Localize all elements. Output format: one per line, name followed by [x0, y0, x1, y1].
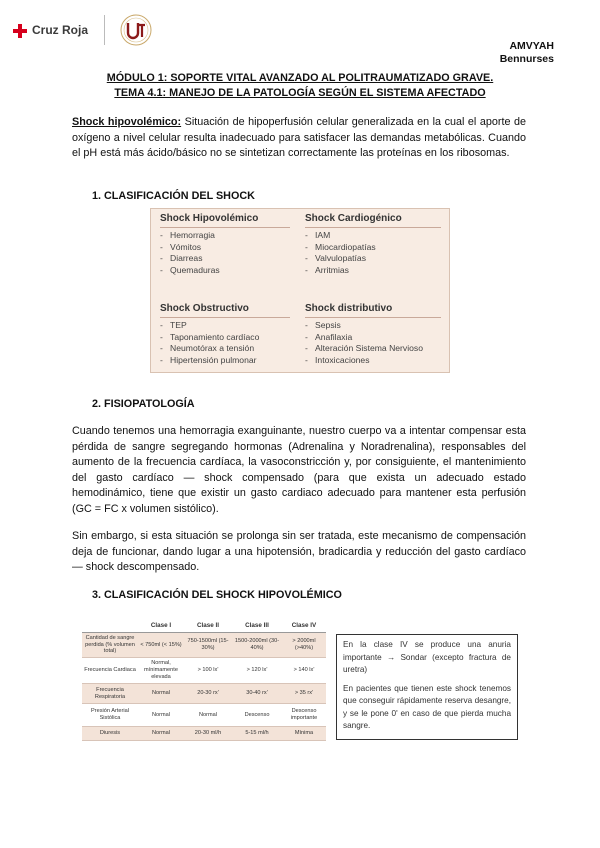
module-title: MÓDULO 1: SOPORTE VITAL AVANZADO AL POLITRAUMATIZADO GRAVE. [106, 72, 494, 84]
fisiopatologia-paragraph-2: Sin embargo, si esta situación se prolonga sin ser tratada, este mecanismo de compensación deja de funcionar, dando lugar a una hipotensión, bradicardia y reducción del gasto cardíaco — shock descompensado. [72, 530, 526, 574]
column-header: Clase II [184, 618, 232, 633]
table-header-row [82, 618, 326, 633]
list-item: - Quemaduras [160, 264, 220, 275]
group-list-hipovolemico [160, 230, 220, 276]
note-2: En pacientes que tienen este shock tenemos que conseguir rápidamente reserva desangre, y se le pone 0' en caso de que pierda mucha sangre. [343, 683, 511, 730]
group-list-distributivo [305, 320, 423, 366]
list-item: - Diarreas [160, 253, 203, 263]
list-item: - Hipertensión pulmonar [160, 354, 257, 365]
group-rule [305, 317, 441, 318]
fisiopatologia-paragraph-1: Cuando tenemos una hemorragia exanguinante, nuestro cuerpo va a intentar compensar esta pérdida de sangre segregando hormonas (Adrenalina y Noradrenalina), responsables del aumento de la frecuencia cardíaca, la vasoconstricción y, por consiguiente, el mantenimiento del gasto cardíaco — shock compensado (para que exista un adecuado estado hemodinámico, tiene que existir un gasto cardiaco adecuado para mantener esta perfusión (GC = FC x volumen sistólico). [72, 425, 526, 515]
section3-heading: 3. CLASIFICACIÓN DEL SHOCK HIPOVOLÉMICO [92, 589, 342, 601]
list-item: - Neumotórax a tensión [160, 343, 255, 353]
list-item: - Hemorragia [160, 230, 215, 240]
group-rule [160, 227, 290, 228]
list-item: - TEP [160, 320, 187, 330]
list-item: - Sepsis [305, 320, 341, 330]
list-item: - Alteración Sistema Nervioso [305, 343, 423, 353]
group-list-obstructivo [160, 320, 259, 366]
class-iv-note-box [336, 634, 518, 740]
list-item: - Taponamiento cardíaco [160, 331, 260, 342]
group-title-distributivo: Shock distributivo [305, 303, 393, 314]
group-rule [160, 317, 290, 318]
org-logo-text: Cruz Roja [32, 23, 89, 37]
table-row: Diuresis Normal 20-30 ml/h 5-15 ml/h Mínima [82, 727, 326, 741]
table-row: Presión Arterial Sistólica Normal Normal Descenso Descenso importante [82, 704, 326, 727]
list-item: - Miocardiopatías [305, 241, 376, 252]
list-item: - Arritmias [305, 264, 349, 275]
table-row: Cantidad de sangre perdida (% volumen total) < 750ml (< 15%) 750-1500ml (15-30%) 1500-2000ml (30-40%) > 2000ml (>40%) [82, 633, 326, 658]
red-cross-icon [13, 24, 27, 38]
topic-title: TEMA 4.1: MANEJO DE LA PATOLOGÍA SEGÚN EL SISTEMA AFECTADO [114, 87, 486, 99]
group-title-cardiogenico: Shock Cardiogénico [305, 213, 402, 224]
intro-text: Situación de hipoperfusión celular generalizada en la cual el aporte de oxígeno a nivel celular resulta inadecuado para satisfacer las demandas metabólicas. Cuando el pH está más ácido/básico no se sintetizan correctamente las proteínas en los ribosomas. [72, 116, 526, 160]
group-rule [305, 227, 441, 228]
note-1: En la clase IV se produce una anuria importante → Sondar (excepto fractura de uretra) [343, 640, 511, 674]
column-header: Clase III [232, 618, 282, 633]
column-header [82, 618, 138, 633]
list-item: - IAM [305, 230, 331, 240]
group-list-cardiogenico [305, 230, 376, 276]
list-item: - Valvulopatías [305, 253, 366, 263]
university-seal-icon [118, 13, 154, 47]
shock-classification-box [150, 208, 450, 373]
section1-heading: 1. CLASIFICACIÓN DEL SHOCK [92, 190, 255, 202]
section2-heading: 2. FISIOPATOLOGÍA [92, 398, 195, 410]
intro-term: Shock hipovolémico: [72, 116, 182, 128]
list-item: - Anafilaxia [305, 331, 353, 342]
column-header: Clase IV [282, 618, 326, 633]
group-title-hipovolemico: Shock Hipovolémico [160, 213, 259, 224]
brand-line-1: AMVYAH [509, 40, 554, 52]
list-item: - Vómitos [160, 241, 202, 252]
column-header: Clase I [138, 618, 184, 633]
brand-line-2: Bennurses [499, 53, 554, 65]
table-row: Frecuencia Respiratoria Normal 20-30 rx' 30-40 rx' > 35 rx' [82, 684, 326, 704]
logo-divider [104, 15, 105, 45]
list-item: - Intoxicaciones [305, 354, 370, 365]
group-title-obstructivo: Shock Obstructivo [160, 303, 249, 314]
hypovolemic-class-table [82, 618, 326, 741]
intro-paragraph [72, 115, 526, 162]
table-row: Frecuencia Cardiaca Normal, mínimamente elevada > 100 lx' > 120 lx' > 140 lx' [82, 658, 326, 684]
